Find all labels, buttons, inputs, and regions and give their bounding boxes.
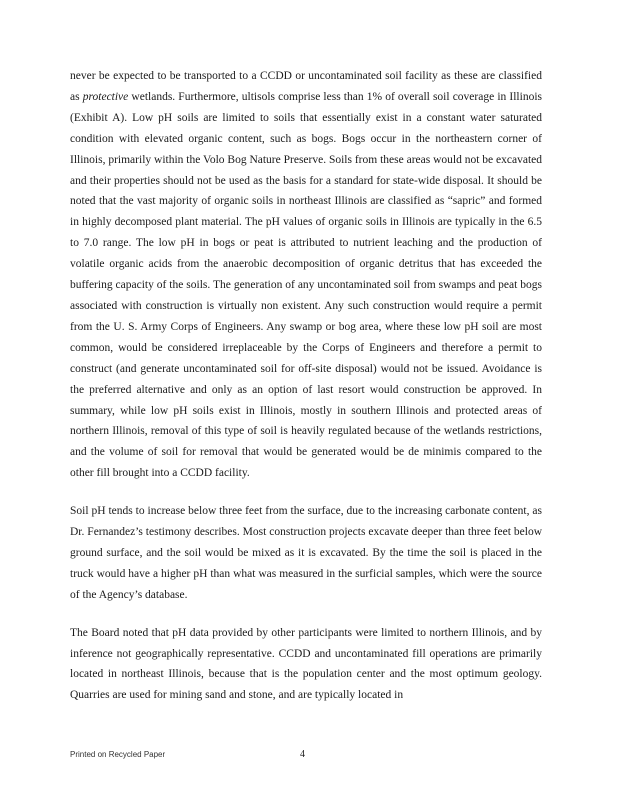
footer-recycled-note: Printed on Recycled Paper xyxy=(70,750,166,759)
emphasis-protective: protective xyxy=(82,90,129,103)
paragraph-1-text-start: never be expected to be transported to a CCDD or uncontaminated soil facility as these are classified as xyxy=(70,70,542,103)
paragraph-3: The Board noted that pH data provided by other participants were limited to northern Illinois, and by inference not geographically representative. CCDD and uncontaminated fill operations are primarily located in northeast Illinois, because that is the population center and the most optimum geology. Quarries are used for mining sand and stone, and are typically located in xyxy=(70,626,542,702)
paragraph-2: Soil pH tends to increase below three feet from the surface, due to the increasing carbonate content, as Dr. Fernandez’s testimony describes. Most construction projects excavate deeper than three feet below ground surface, and the soil would be mixed as it is excavated. By the time the soil is placed in the truck would have a higher pH than what was measured in the surficial samples, which were the source of the Agency’s database. xyxy=(70,505,542,601)
body-text xyxy=(70,66,542,723)
page-number: 4 xyxy=(300,749,305,760)
paragraph-1-text-end: wetlands. Furthermore, ultisols comprise less than 1% of overall soil coverage in Illinois (Exhibit A). Low pH soils are limited to soils that essentially exist in a constant water saturated condition with elevated organic content, such as bogs. Bogs occur in the northeastern corner of Illinois, primarily within the Volo Bog Nature Preserve. Soils from these areas would not be excavated and their properties should not be used as the basis for a standard for state-wide disposal. It should be noted that the vast majority of organic soils in northeast Illinois are classified as “sapric” and formed in highly decomposed plant material. The pH values of organic soils in Illinois are typically in the 6.5 to 7.0 range. The low pH in bogs or peat is attributed to nutrient leaching and the production of volatile organic acids from the anaerobic decomposition of organic detritus that has exceeded the buffering capacity of the soils. The generation of any uncontaminated soil from swamps and peat bogs associated with construction is virtually non existent. Any such construction would require a permit from the U. S. Army Corps of Engineers. Any swamp or bog area, where these low pH soil are most common, would be considered irreplaceable by the Corps of Engineers and therefore a permit to construct (and generate uncontaminated soil for off-site disposal) would not be issued. Avoidance is the preferred alternative and only as an option of last resort would construction be approved. In summary, while low pH soils exist in Illinois, mostly in southern Illinois and protected areas of northern Illinois, removal of this type of soil is heavily regulated because of the wetlands restrictions, and the volume of soil for removal that would be generated would be de minimis compared to the other fill brought into a CCDD facility. xyxy=(70,90,542,480)
paragraph-1 xyxy=(70,66,542,484)
